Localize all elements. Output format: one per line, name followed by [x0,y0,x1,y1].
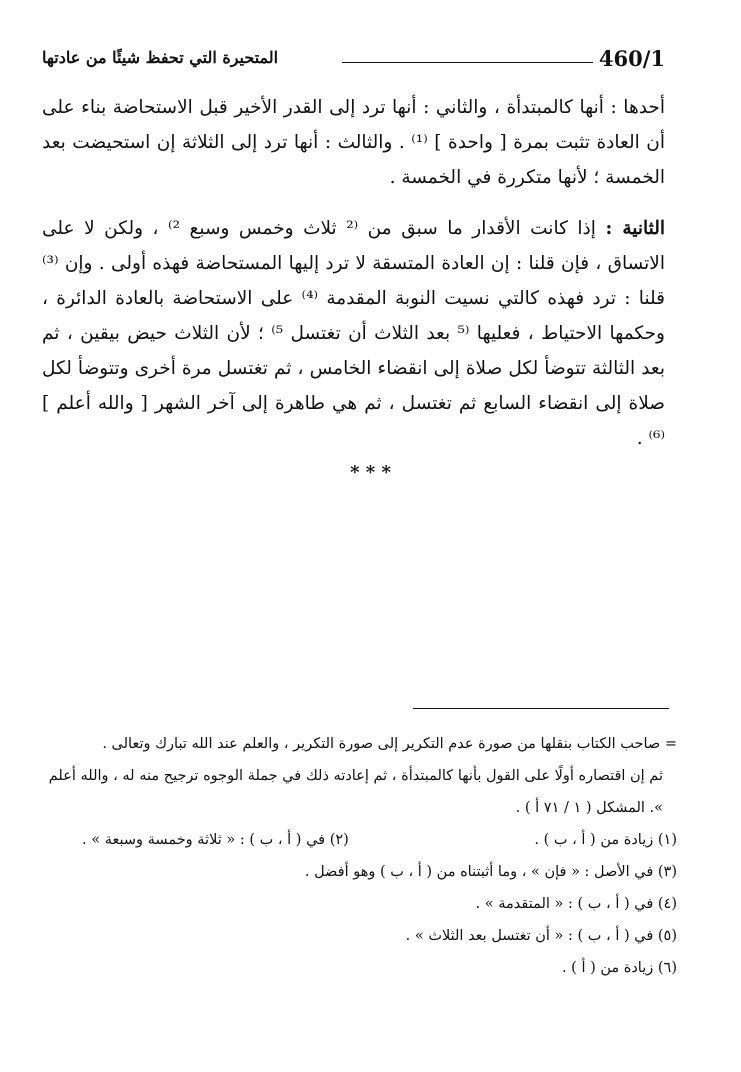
footnote-note: ثم إن اقتصاره أولًا على القول بأنها كالمبتدأة ، ثم إعادته ذلك في جملة الوجوه ترجيح منه له ، والله أعلم ». المشكل ( ١ / ٧١ أ ) . [48,768,663,816]
page-header [42,46,665,76]
footnote-2: (٢) في ( أ ، ب ) : « ثلاثة وخمسة وسبعة » . [82,832,349,848]
paragraph-2 [42,211,665,456]
footnote-1: (١) زيادة من ( أ ، ب ) . [534,832,677,848]
main-text [42,90,665,456]
footnotes [42,728,677,984]
section-separator: * * * [350,462,391,483]
footnote-3: (٣) في الأصل : « فإن » ، وما أثبتناه من ( أ ، ب ) وهو أفضل . [304,864,677,880]
footnote-continuation: = صاحب الكتاب بنقلها من صورة عدم التكرير إلى صورة التكرير ، والعلم عند الله تبارك وتعالى . [102,736,677,752]
header-rule [342,62,593,63]
paragraph-1: أحدها : أنها كالمبتدأة ، والثاني : أنها ترد إلى القدر الأخير قبل الاستحاضة بناء على أن العادة تثبت بمرة [ واحدة ] ⁽¹⁾ . والثالث : أنها ترد إلى الثلاثة إن استحيضت بعد الخمسة ؛ لأنها متكررة في الخمسة . [42,97,665,188]
footnote-6: (٦) زيادة من ( أ ) . [561,960,677,976]
footnote-row-1-2 [42,824,677,856]
footnote-4: (٤) في ( أ ، ب ) : « المتقدمة » . [475,896,677,912]
footnote-5: (٥) في ( أ ، ب ) : « أن تغتسل بعد الثلاث » . [405,928,677,944]
paragraph-2-lead: الثانية : [605,218,665,239]
paragraph-2-text: إذا كانت الأقدار ما سبق من ⁽² ثلاث وخمس وسبع ²⁾ ، ولكن لا على الاتساق ، فإن قلنا : إن العادة المتسقة لا ترد إليها المستحاضة فهذه أولى . وإن ⁽³⁾ قلنا : ترد فهذه كالتي نسيت النوبة المقدمة ⁽⁴⁾ على الاستحاضة بالعادة الدائرة ، وحكمها الاحتياط ، فعليها ⁽⁵ بعد الثلاث أن تغتسل ⁵⁾ ؛ لأن الثلاث حيض بيقين ، ثم بعد الثالثة تتوضأ لكل صلاة إلى انقضاء الخامس ، ثم تغتسل مرة أخرى وتتوضأ لكل صلاة إلى انقضاء السابع ثم تغتسل ، ثم هي طاهرة إلى آخر الشهر [ والله أعلم ] ⁽⁶⁾ . [42,218,665,449]
footnote-rule [413,708,669,709]
page-number: 460/1 [598,46,665,71]
running-head: المتحيرة التي تحفظ شيئًا من عادتها [42,48,279,67]
